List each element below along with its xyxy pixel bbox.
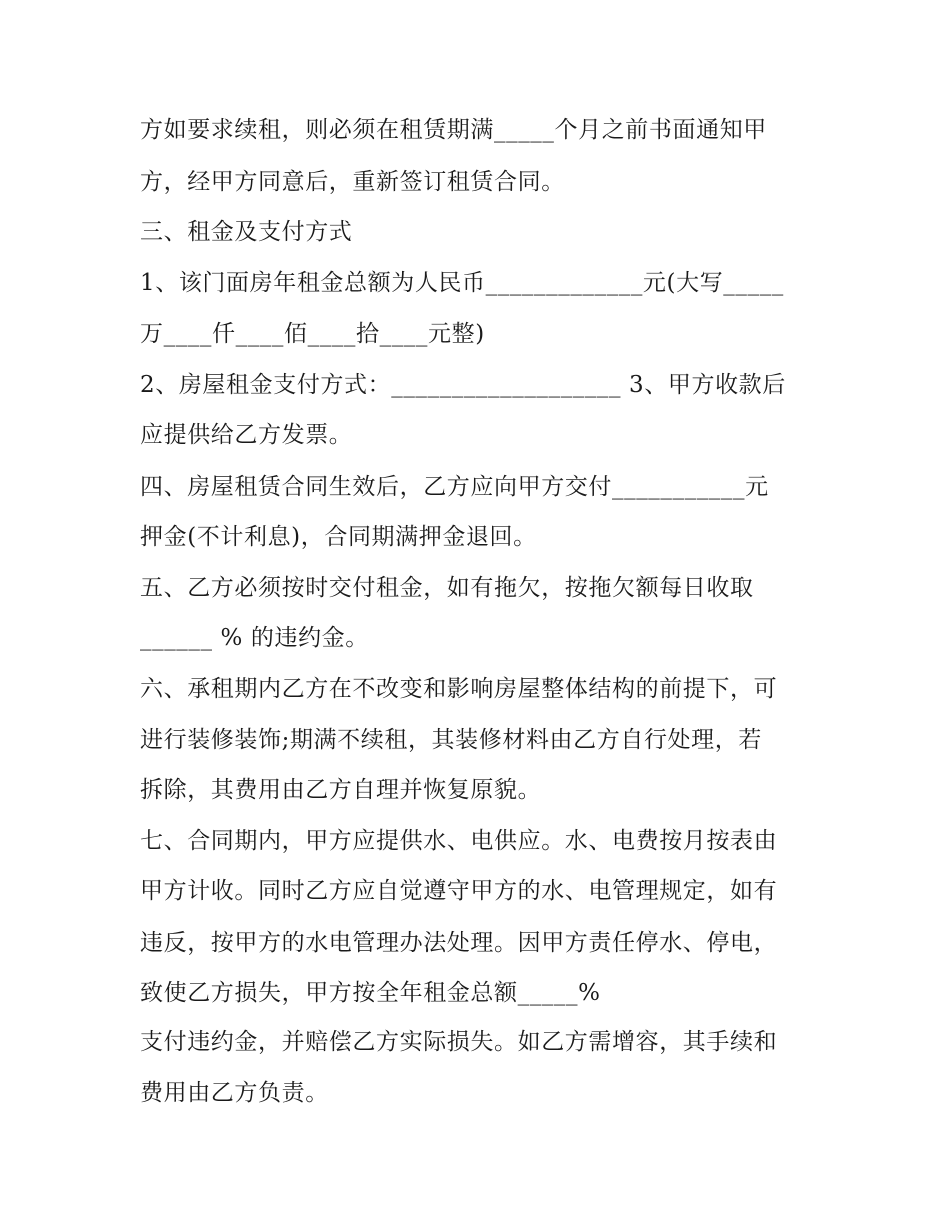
text-line: ______ % 的违约金。 xyxy=(140,625,369,651)
text-line: 五、乙方必须按时交付租金，如有拖欠，按拖欠额每日收取 xyxy=(140,575,754,601)
text-line: 应提供给乙方发票。 xyxy=(140,422,353,448)
text-line: 方如要求续租，则必须在租赁期满_____个月之前书面通知甲 xyxy=(140,117,767,143)
text-line: 拆除，其费用由乙方自理并恢复原貌。 xyxy=(140,777,542,803)
text-line: 六、承租期内乙方在不改变和影响房屋整体结构的前提下，可 xyxy=(140,676,778,702)
text-line: 费用由乙方负责。 xyxy=(140,1080,329,1106)
text-line: 支付违约金，并赔偿乙方实际损失。如乙方需增容，其手续和 xyxy=(140,1029,778,1055)
text-line: 七、合同期内，甲方应提供水、电供应。水、电费按月按表由 xyxy=(140,828,778,854)
text-line: 押金(不计利息)，合同期满押金退回。 xyxy=(140,524,537,550)
text-line: 1、该门面房年租金总额为人民币_____________元(大写_____ xyxy=(140,270,784,296)
section-heading: 三、租金及支付方式 xyxy=(140,219,353,245)
text-line: 进行装修装饰;期满不续租，其装修材料由乙方自行处理，若 xyxy=(140,727,762,753)
text-line: 万____仟____佰____拾____元整) xyxy=(140,321,485,347)
text-line: 甲方计收。同时乙方应自觉遵守甲方的水、电管理规定，如有 xyxy=(140,878,778,904)
text-line: 致使乙方损失，甲方按全年租金总额_____% xyxy=(140,980,601,1006)
text-line: 四、房屋租赁合同生效后，乙方应向甲方交付___________元 xyxy=(140,474,769,500)
text-line: 方，经甲方同意后，重新签订租赁合同。 xyxy=(140,169,565,195)
text-line: 2、房屋租金支付方式：___________________ 3、甲方收款后 xyxy=(140,372,786,398)
text-line: 违反，按甲方的水电管理办法处理。因甲方责任停水、停电， xyxy=(140,930,778,956)
